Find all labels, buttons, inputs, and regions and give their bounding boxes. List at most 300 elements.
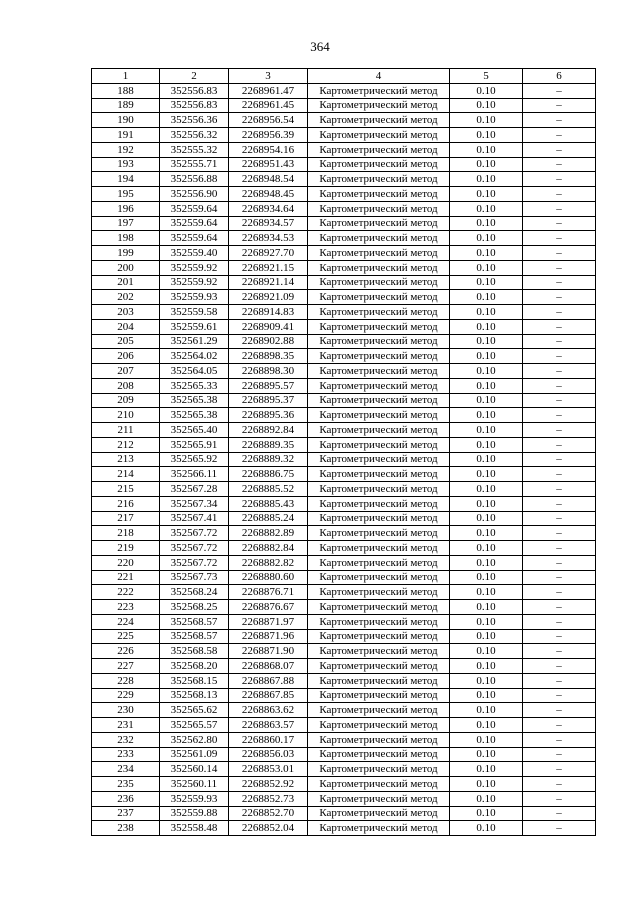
y-coordinate-cell: 2268852.04 bbox=[229, 821, 308, 836]
x-coordinate-cell: 352565.62 bbox=[160, 703, 229, 718]
note-cell: – bbox=[523, 319, 596, 334]
point-number-cell: 207 bbox=[92, 364, 160, 379]
note-cell: – bbox=[523, 747, 596, 762]
point-number-cell: 210 bbox=[92, 408, 160, 423]
error-cell: 0.10 bbox=[450, 408, 523, 423]
note-cell: – bbox=[523, 378, 596, 393]
table-row bbox=[92, 526, 596, 541]
method-cell: Картометрический метод bbox=[308, 747, 450, 762]
x-coordinate-cell: 352559.64 bbox=[160, 216, 229, 231]
x-coordinate-cell: 352556.36 bbox=[160, 113, 229, 128]
method-cell: Картометрический метод bbox=[308, 482, 450, 497]
method-cell: Картометрический метод bbox=[308, 393, 450, 408]
table-row bbox=[92, 216, 596, 231]
point-number-cell: 211 bbox=[92, 423, 160, 438]
point-number-cell: 233 bbox=[92, 747, 160, 762]
method-cell: Картометрический метод bbox=[308, 511, 450, 526]
method-cell: Картометрический метод bbox=[308, 732, 450, 747]
error-cell: 0.10 bbox=[450, 570, 523, 585]
error-cell: 0.10 bbox=[450, 452, 523, 467]
x-coordinate-cell: 352565.57 bbox=[160, 718, 229, 733]
error-cell: 0.10 bbox=[450, 791, 523, 806]
error-cell: 0.10 bbox=[450, 437, 523, 452]
table-row bbox=[92, 113, 596, 128]
method-cell: Картометрический метод bbox=[308, 585, 450, 600]
method-cell: Картометрический метод bbox=[308, 319, 450, 334]
x-coordinate-cell: 352565.92 bbox=[160, 452, 229, 467]
table-row bbox=[92, 555, 596, 570]
y-coordinate-cell: 2268948.54 bbox=[229, 172, 308, 187]
y-coordinate-cell: 2268885.43 bbox=[229, 496, 308, 511]
y-coordinate-cell: 2268889.35 bbox=[229, 437, 308, 452]
table-row bbox=[92, 128, 596, 143]
method-cell: Картометрический метод bbox=[308, 688, 450, 703]
error-cell: 0.10 bbox=[450, 688, 523, 703]
note-cell: – bbox=[523, 570, 596, 585]
x-coordinate-cell: 352556.83 bbox=[160, 83, 229, 98]
error-cell: 0.10 bbox=[450, 305, 523, 320]
point-number-cell: 189 bbox=[92, 98, 160, 113]
note-cell: – bbox=[523, 644, 596, 659]
point-number-cell: 225 bbox=[92, 629, 160, 644]
method-cell: Картометрический метод bbox=[308, 216, 450, 231]
method-cell: Картометрический метод bbox=[308, 201, 450, 216]
point-number-cell: 212 bbox=[92, 437, 160, 452]
method-cell: Картометрический метод bbox=[308, 526, 450, 541]
method-cell: Картометрический метод bbox=[308, 467, 450, 482]
note-cell: – bbox=[523, 614, 596, 629]
note-cell: – bbox=[523, 142, 596, 157]
x-coordinate-cell: 352567.34 bbox=[160, 496, 229, 511]
x-coordinate-cell: 352560.11 bbox=[160, 777, 229, 792]
x-coordinate-cell: 352564.05 bbox=[160, 364, 229, 379]
point-number-cell: 209 bbox=[92, 393, 160, 408]
point-number-cell: 195 bbox=[92, 187, 160, 202]
x-coordinate-cell: 352568.57 bbox=[160, 614, 229, 629]
y-coordinate-cell: 2268868.07 bbox=[229, 659, 308, 674]
method-cell: Картометрический метод bbox=[308, 275, 450, 290]
x-coordinate-cell: 352559.92 bbox=[160, 275, 229, 290]
x-coordinate-cell: 352555.32 bbox=[160, 142, 229, 157]
point-number-cell: 188 bbox=[92, 83, 160, 98]
point-number-cell: 216 bbox=[92, 496, 160, 511]
method-cell: Картометрический метод bbox=[308, 821, 450, 836]
method-cell: Картометрический метод bbox=[308, 128, 450, 143]
point-number-cell: 203 bbox=[92, 305, 160, 320]
table-row bbox=[92, 821, 596, 836]
point-number-cell: 226 bbox=[92, 644, 160, 659]
table-row bbox=[92, 541, 596, 556]
table-row bbox=[92, 423, 596, 438]
x-coordinate-cell: 352564.02 bbox=[160, 349, 229, 364]
y-coordinate-cell: 2268871.97 bbox=[229, 614, 308, 629]
method-cell: Картометрический метод bbox=[308, 364, 450, 379]
point-number-cell: 193 bbox=[92, 157, 160, 172]
note-cell: – bbox=[523, 408, 596, 423]
method-cell: Картометрический метод bbox=[308, 718, 450, 733]
y-coordinate-cell: 2268921.15 bbox=[229, 260, 308, 275]
method-cell: Картометрический метод bbox=[308, 777, 450, 792]
error-cell: 0.10 bbox=[450, 629, 523, 644]
y-coordinate-cell: 2268876.71 bbox=[229, 585, 308, 600]
method-cell: Картометрический метод bbox=[308, 452, 450, 467]
y-coordinate-cell: 2268852.73 bbox=[229, 791, 308, 806]
method-cell: Картометрический метод bbox=[308, 157, 450, 172]
error-cell: 0.10 bbox=[450, 614, 523, 629]
note-cell: – bbox=[523, 585, 596, 600]
error-cell: 0.10 bbox=[450, 526, 523, 541]
table-row bbox=[92, 644, 596, 659]
error-cell: 0.10 bbox=[450, 777, 523, 792]
table-row bbox=[92, 614, 596, 629]
method-cell: Картометрический метод bbox=[308, 659, 450, 674]
error-cell: 0.10 bbox=[450, 585, 523, 600]
error-cell: 0.10 bbox=[450, 644, 523, 659]
point-number-cell: 213 bbox=[92, 452, 160, 467]
x-coordinate-cell: 352567.72 bbox=[160, 541, 229, 556]
note-cell: – bbox=[523, 246, 596, 261]
x-coordinate-cell: 352568.20 bbox=[160, 659, 229, 674]
point-number-cell: 236 bbox=[92, 791, 160, 806]
x-coordinate-cell: 352559.88 bbox=[160, 806, 229, 821]
x-coordinate-cell: 352568.24 bbox=[160, 585, 229, 600]
note-cell: – bbox=[523, 231, 596, 246]
method-cell: Картометрический метод bbox=[308, 142, 450, 157]
table-row bbox=[92, 83, 596, 98]
x-coordinate-cell: 352561.09 bbox=[160, 747, 229, 762]
method-cell: Картометрический метод bbox=[308, 629, 450, 644]
error-cell: 0.10 bbox=[450, 762, 523, 777]
y-coordinate-cell: 2268885.24 bbox=[229, 511, 308, 526]
error-cell: 0.10 bbox=[450, 216, 523, 231]
method-cell: Картометрический метод bbox=[308, 437, 450, 452]
y-coordinate-cell: 2268898.35 bbox=[229, 349, 308, 364]
table-row bbox=[92, 142, 596, 157]
note-cell: – bbox=[523, 364, 596, 379]
x-coordinate-cell: 352555.71 bbox=[160, 157, 229, 172]
point-number-cell: 227 bbox=[92, 659, 160, 674]
point-number-cell: 235 bbox=[92, 777, 160, 792]
y-coordinate-cell: 2268892.84 bbox=[229, 423, 308, 438]
y-coordinate-cell: 2268914.83 bbox=[229, 305, 308, 320]
y-coordinate-cell: 2268880.60 bbox=[229, 570, 308, 585]
note-cell: – bbox=[523, 703, 596, 718]
point-number-cell: 191 bbox=[92, 128, 160, 143]
note-cell: – bbox=[523, 187, 596, 202]
table-row bbox=[92, 467, 596, 482]
table-row bbox=[92, 187, 596, 202]
point-number-cell: 222 bbox=[92, 585, 160, 600]
x-coordinate-cell: 352568.15 bbox=[160, 673, 229, 688]
column-header: 5 bbox=[450, 69, 523, 84]
method-cell: Картометрический метод bbox=[308, 231, 450, 246]
error-cell: 0.10 bbox=[450, 806, 523, 821]
error-cell: 0.10 bbox=[450, 393, 523, 408]
y-coordinate-cell: 2268882.84 bbox=[229, 541, 308, 556]
table-row bbox=[92, 201, 596, 216]
point-number-cell: 238 bbox=[92, 821, 160, 836]
error-cell: 0.10 bbox=[450, 231, 523, 246]
x-coordinate-cell: 352562.80 bbox=[160, 732, 229, 747]
x-coordinate-cell: 352559.64 bbox=[160, 201, 229, 216]
table-row bbox=[92, 334, 596, 349]
note-cell: – bbox=[523, 688, 596, 703]
method-cell: Картометрический метод bbox=[308, 703, 450, 718]
table-row bbox=[92, 319, 596, 334]
point-number-cell: 234 bbox=[92, 762, 160, 777]
table-row bbox=[92, 157, 596, 172]
x-coordinate-cell: 352559.92 bbox=[160, 260, 229, 275]
error-cell: 0.10 bbox=[450, 260, 523, 275]
error-cell: 0.10 bbox=[450, 98, 523, 113]
column-header: 1 bbox=[92, 69, 160, 84]
point-number-cell: 230 bbox=[92, 703, 160, 718]
method-cell: Картометрический метод bbox=[308, 98, 450, 113]
x-coordinate-cell: 352556.83 bbox=[160, 98, 229, 113]
point-number-cell: 199 bbox=[92, 246, 160, 261]
note-cell: – bbox=[523, 393, 596, 408]
x-coordinate-cell: 352559.93 bbox=[160, 791, 229, 806]
note-cell: – bbox=[523, 732, 596, 747]
method-cell: Картометрический метод bbox=[308, 334, 450, 349]
column-header: 6 bbox=[523, 69, 596, 84]
error-cell: 0.10 bbox=[450, 246, 523, 261]
table-row bbox=[92, 570, 596, 585]
method-cell: Картометрический метод bbox=[308, 496, 450, 511]
note-cell: – bbox=[523, 334, 596, 349]
point-number-cell: 218 bbox=[92, 526, 160, 541]
table-row bbox=[92, 777, 596, 792]
y-coordinate-cell: 2268909.41 bbox=[229, 319, 308, 334]
table-row bbox=[92, 762, 596, 777]
point-number-cell: 223 bbox=[92, 600, 160, 615]
y-coordinate-cell: 2268954.16 bbox=[229, 142, 308, 157]
table-body bbox=[92, 83, 596, 835]
method-cell: Картометрический метод bbox=[308, 791, 450, 806]
method-cell: Картометрический метод bbox=[308, 290, 450, 305]
note-cell: – bbox=[523, 423, 596, 438]
x-coordinate-cell: 352559.40 bbox=[160, 246, 229, 261]
method-cell: Картометрический метод bbox=[308, 246, 450, 261]
y-coordinate-cell: 2268882.82 bbox=[229, 555, 308, 570]
x-coordinate-cell: 352565.38 bbox=[160, 393, 229, 408]
point-number-cell: 229 bbox=[92, 688, 160, 703]
note-cell: – bbox=[523, 157, 596, 172]
y-coordinate-cell: 2268871.90 bbox=[229, 644, 308, 659]
point-number-cell: 198 bbox=[92, 231, 160, 246]
table-row bbox=[92, 231, 596, 246]
point-number-cell: 219 bbox=[92, 541, 160, 556]
x-coordinate-cell: 352566.11 bbox=[160, 467, 229, 482]
y-coordinate-cell: 2268895.57 bbox=[229, 378, 308, 393]
note-cell: – bbox=[523, 201, 596, 216]
x-coordinate-cell: 352567.73 bbox=[160, 570, 229, 585]
error-cell: 0.10 bbox=[450, 482, 523, 497]
point-number-cell: 197 bbox=[92, 216, 160, 231]
method-cell: Картометрический метод bbox=[308, 614, 450, 629]
point-number-cell: 217 bbox=[92, 511, 160, 526]
note-cell: – bbox=[523, 83, 596, 98]
note-cell: – bbox=[523, 98, 596, 113]
point-number-cell: 231 bbox=[92, 718, 160, 733]
point-number-cell: 200 bbox=[92, 260, 160, 275]
point-number-cell: 202 bbox=[92, 290, 160, 305]
y-coordinate-cell: 2268951.43 bbox=[229, 157, 308, 172]
column-header: 3 bbox=[229, 69, 308, 84]
y-coordinate-cell: 2268860.17 bbox=[229, 732, 308, 747]
y-coordinate-cell: 2268885.52 bbox=[229, 482, 308, 497]
error-cell: 0.10 bbox=[450, 201, 523, 216]
y-coordinate-cell: 2268876.67 bbox=[229, 600, 308, 615]
table-row bbox=[92, 659, 596, 674]
y-coordinate-cell: 2268856.03 bbox=[229, 747, 308, 762]
table-row bbox=[92, 98, 596, 113]
error-cell: 0.10 bbox=[450, 496, 523, 511]
error-cell: 0.10 bbox=[450, 821, 523, 836]
point-number-cell: 194 bbox=[92, 172, 160, 187]
table-row bbox=[92, 452, 596, 467]
note-cell: – bbox=[523, 467, 596, 482]
note-cell: – bbox=[523, 290, 596, 305]
y-coordinate-cell: 2268889.32 bbox=[229, 452, 308, 467]
y-coordinate-cell: 2268934.53 bbox=[229, 231, 308, 246]
table-row bbox=[92, 791, 596, 806]
note-cell: – bbox=[523, 806, 596, 821]
error-cell: 0.10 bbox=[450, 378, 523, 393]
y-coordinate-cell: 2268895.37 bbox=[229, 393, 308, 408]
method-cell: Картометрический метод bbox=[308, 172, 450, 187]
x-coordinate-cell: 352565.33 bbox=[160, 378, 229, 393]
method-cell: Картометрический метод bbox=[308, 408, 450, 423]
error-cell: 0.10 bbox=[450, 467, 523, 482]
error-cell: 0.10 bbox=[450, 187, 523, 202]
method-cell: Картометрический метод bbox=[308, 260, 450, 275]
note-cell: – bbox=[523, 216, 596, 231]
note-cell: – bbox=[523, 555, 596, 570]
method-cell: Картометрический метод bbox=[308, 378, 450, 393]
x-coordinate-cell: 352556.90 bbox=[160, 187, 229, 202]
method-cell: Картометрический метод bbox=[308, 555, 450, 570]
note-cell: – bbox=[523, 777, 596, 792]
point-number-cell: 228 bbox=[92, 673, 160, 688]
x-coordinate-cell: 352556.32 bbox=[160, 128, 229, 143]
method-cell: Картометрический метод bbox=[308, 423, 450, 438]
x-coordinate-cell: 352568.57 bbox=[160, 629, 229, 644]
note-cell: – bbox=[523, 673, 596, 688]
method-cell: Картометрический метод bbox=[308, 644, 450, 659]
error-cell: 0.10 bbox=[450, 555, 523, 570]
y-coordinate-cell: 2268871.96 bbox=[229, 629, 308, 644]
method-cell: Картометрический метод bbox=[308, 305, 450, 320]
y-coordinate-cell: 2268852.70 bbox=[229, 806, 308, 821]
note-cell: – bbox=[523, 275, 596, 290]
method-cell: Картометрический метод bbox=[308, 806, 450, 821]
table-row bbox=[92, 393, 596, 408]
x-coordinate-cell: 352559.58 bbox=[160, 305, 229, 320]
y-coordinate-cell: 2268948.45 bbox=[229, 187, 308, 202]
point-number-cell: 215 bbox=[92, 482, 160, 497]
error-cell: 0.10 bbox=[450, 541, 523, 556]
x-coordinate-cell: 352567.28 bbox=[160, 482, 229, 497]
point-number-cell: 201 bbox=[92, 275, 160, 290]
x-coordinate-cell: 352568.13 bbox=[160, 688, 229, 703]
table-row bbox=[92, 732, 596, 747]
method-cell: Картометрический метод bbox=[308, 673, 450, 688]
error-cell: 0.10 bbox=[450, 673, 523, 688]
point-number-cell: 237 bbox=[92, 806, 160, 821]
x-coordinate-cell: 352559.93 bbox=[160, 290, 229, 305]
y-coordinate-cell: 2268956.39 bbox=[229, 128, 308, 143]
table-row bbox=[92, 437, 596, 452]
y-coordinate-cell: 2268882.89 bbox=[229, 526, 308, 541]
error-cell: 0.10 bbox=[450, 290, 523, 305]
y-coordinate-cell: 2268927.70 bbox=[229, 246, 308, 261]
x-coordinate-cell: 352568.25 bbox=[160, 600, 229, 615]
method-cell: Картометрический метод bbox=[308, 349, 450, 364]
point-number-cell: 224 bbox=[92, 614, 160, 629]
error-cell: 0.10 bbox=[450, 142, 523, 157]
error-cell: 0.10 bbox=[450, 423, 523, 438]
error-cell: 0.10 bbox=[450, 172, 523, 187]
method-cell: Картометрический метод bbox=[308, 570, 450, 585]
table-row bbox=[92, 673, 596, 688]
method-cell: Картометрический метод bbox=[308, 541, 450, 556]
note-cell: – bbox=[523, 172, 596, 187]
note-cell: – bbox=[523, 113, 596, 128]
error-cell: 0.10 bbox=[450, 732, 523, 747]
y-coordinate-cell: 2268852.92 bbox=[229, 777, 308, 792]
error-cell: 0.10 bbox=[450, 113, 523, 128]
error-cell: 0.10 bbox=[450, 718, 523, 733]
table-row bbox=[92, 511, 596, 526]
point-number-cell: 221 bbox=[92, 570, 160, 585]
point-number-cell: 214 bbox=[92, 467, 160, 482]
note-cell: – bbox=[523, 821, 596, 836]
y-coordinate-cell: 2268867.85 bbox=[229, 688, 308, 703]
error-cell: 0.10 bbox=[450, 83, 523, 98]
table-row bbox=[92, 275, 596, 290]
point-number-cell: 232 bbox=[92, 732, 160, 747]
y-coordinate-cell: 2268934.64 bbox=[229, 201, 308, 216]
table-row bbox=[92, 585, 596, 600]
method-cell: Картометрический метод bbox=[308, 600, 450, 615]
table-row bbox=[92, 290, 596, 305]
error-cell: 0.10 bbox=[450, 157, 523, 172]
x-coordinate-cell: 352567.72 bbox=[160, 555, 229, 570]
table-row bbox=[92, 496, 596, 511]
note-cell: – bbox=[523, 128, 596, 143]
error-cell: 0.10 bbox=[450, 334, 523, 349]
y-coordinate-cell: 2268895.36 bbox=[229, 408, 308, 423]
note-cell: – bbox=[523, 600, 596, 615]
y-coordinate-cell: 2268867.88 bbox=[229, 673, 308, 688]
method-cell: Картометрический метод bbox=[308, 113, 450, 128]
table-row bbox=[92, 747, 596, 762]
error-cell: 0.10 bbox=[450, 511, 523, 526]
point-number-cell: 205 bbox=[92, 334, 160, 349]
table-row bbox=[92, 482, 596, 497]
table-row bbox=[92, 703, 596, 718]
y-coordinate-cell: 2268853.01 bbox=[229, 762, 308, 777]
note-cell: – bbox=[523, 260, 596, 275]
x-coordinate-cell: 352565.38 bbox=[160, 408, 229, 423]
y-coordinate-cell: 2268886.75 bbox=[229, 467, 308, 482]
note-cell: – bbox=[523, 791, 596, 806]
method-cell: Картометрический метод bbox=[308, 762, 450, 777]
note-cell: – bbox=[523, 496, 596, 511]
note-cell: – bbox=[523, 349, 596, 364]
point-number-cell: 204 bbox=[92, 319, 160, 334]
